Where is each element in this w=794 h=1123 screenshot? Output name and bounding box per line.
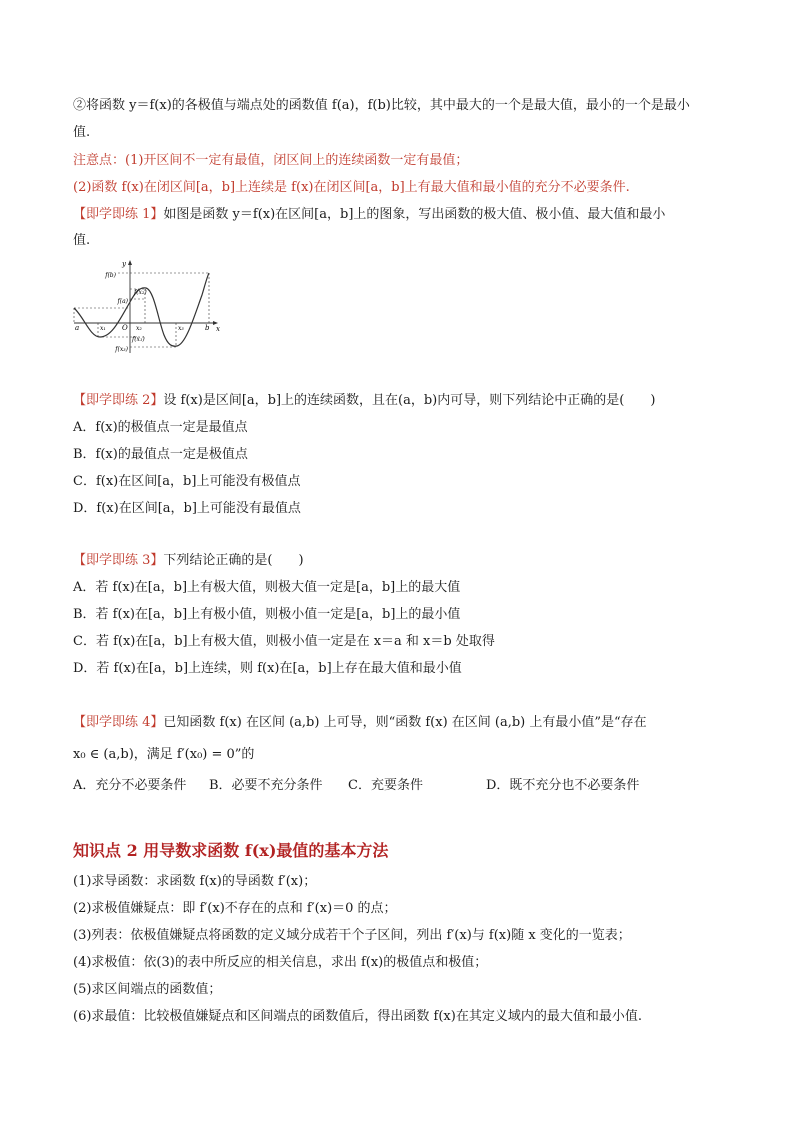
label-y: y <box>122 260 126 268</box>
label-b: b <box>205 324 210 332</box>
exercise-2-option-a: A．f(x)的极值点一定是最值点 <box>73 420 248 435</box>
exercise-4-stem-1: 已知函数 f(x) 在区间 (a,b) 上可导，则“函数 f(x) 在区间 (a,b) 上有最小值”是“存在 <box>163 715 647 730</box>
exercise-3-option-c: C．若 f(x)在[a，b]上有极大值，则极小值一定是在 x＝a 和 x＝b 处取得 <box>73 634 495 649</box>
label-origin: O <box>122 324 128 332</box>
exercise-4-stem-line-2: x₀ ∈ (a,b)，满足 f′(x₀) = 0”的 <box>73 747 255 762</box>
exercise-3-stem: 下列结论正确的是( ) <box>163 553 304 568</box>
step-6: (6)求最值：比较极值嫌疑点和区间端点的函数值后，得出函数 f(x)在其定义域内的最大值和最小值. <box>73 1009 642 1024</box>
label-fx1: f(x₁) <box>132 336 145 343</box>
exercise-3-option-d: D．若 f(x)在[a，b]上连续，则 f(x)在[a，b]上存在最大值和最小值 <box>73 661 462 676</box>
exercise-2-option-c: C．f(x)在区间[a，b]上可能没有极值点 <box>73 474 301 489</box>
note-1: 注意点：(1)开区间不一定有最值，闭区间上的连续函数一定有最值； <box>73 153 469 168</box>
label-a: a <box>75 324 80 332</box>
exercise-4-option-c: C．充要条件 <box>348 778 423 793</box>
note-2: (2)函数 f(x)在闭区间[a，b]上连续是 f(x)在闭区间[a，b]上有最大值和最小值的充分不必要条件. <box>73 180 630 195</box>
label-x: x <box>216 325 220 333</box>
label-fx2: f(x₂) <box>134 289 147 296</box>
step-3: (3)列表：依极值嫌疑点将函数的定义域分成若干个子区间，列出 f′(x)与 f(x)随 x 变化的一览表； <box>73 928 631 943</box>
exercise-1-tag: 【即学即练 1】 <box>73 207 164 222</box>
exercise-4-tag: 【即学即练 4】 <box>73 715 164 730</box>
section-2-heading: 知识点 2 用导数求函数 f(x)最值的基本方法 <box>73 841 389 860</box>
exercise-4-option-a: A．充分不必要条件 <box>73 778 187 793</box>
step-5: (5)求区间端点的函数值； <box>73 982 222 997</box>
exercise-4-option-d: D．既不充分也不必要条件 <box>486 778 640 793</box>
function-graph <box>72 257 222 357</box>
step-2: (2)求极值嫌疑点：即 f′(x)不存在的点和 f′(x)＝0 的点； <box>73 901 397 916</box>
label-x2: x₂ <box>136 325 142 332</box>
label-fx3: f(x₃) <box>115 346 128 353</box>
exercise-2-stem-line <box>73 392 655 410</box>
exercise-4-stem-line-1 <box>73 714 647 732</box>
label-x1: x₁ <box>100 325 106 332</box>
label-fa: f(a) <box>117 298 128 305</box>
label-x3: x₃ <box>178 325 184 332</box>
step-4: (4)求极值：依(3)的表中所反应的相关信息，求出 f(x)的极值点和极值； <box>73 955 488 970</box>
exercise-3-option-a: A．若 f(x)在[a，b]上有极大值，则极大值一定是[a，b]上的最大值 <box>73 580 461 595</box>
intro-line-2: 值. <box>73 125 91 140</box>
intro-line-1: ②将函数 y＝f(x)的各极值与端点处的函数值 f(a)，f(b)比较，其中最大的一个是最大值，最小的一个是最小 <box>73 98 690 113</box>
exercise-2-tag: 【即学即练 2】 <box>73 393 164 408</box>
exercise-2-option-b: B．f(x)的最值点一定是极值点 <box>73 447 248 462</box>
step-1: (1)求导函数：求函数 f(x)的导函数 f′(x)； <box>73 874 317 889</box>
exercise-2-stem: 设 f(x)是区间[a，b]上的连续函数，且在(a，b)内可导，则下列结论中正确的是( ) <box>163 393 656 408</box>
exercise-1-line-2: 值. <box>73 233 91 248</box>
exercise-3-tag: 【即学即练 3】 <box>73 553 164 568</box>
label-fb: f(b) <box>105 272 116 279</box>
exercise-3-stem-line <box>73 552 304 570</box>
exercise-4-option-b: B．必要不充分条件 <box>209 778 323 793</box>
y-axis-arrow <box>128 260 132 265</box>
exercise-2-option-d: D．f(x)在区间[a，b]上可能没有最值点 <box>73 501 301 516</box>
exercise-1-stem: 如图是函数 y＝f(x)在区间[a，b]上的图象，写出函数的极大值、极小值、最大值和最小 <box>163 207 666 222</box>
exercise-1-line-1 <box>73 206 665 224</box>
exercise-3-option-b: B．若 f(x)在[a，b]上有极小值，则极小值一定是[a，b]上的最小值 <box>73 607 461 622</box>
